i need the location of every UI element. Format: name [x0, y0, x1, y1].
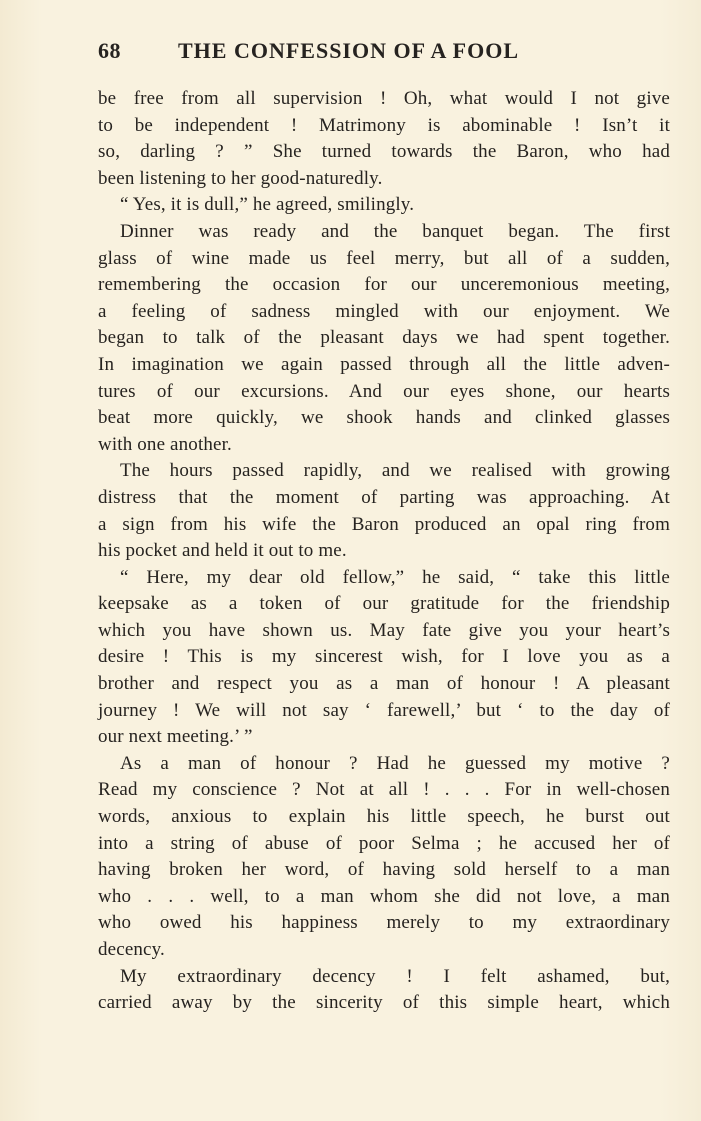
text-line: glass of wine made us feel merry, but all of a sudden, — [98, 247, 670, 269]
text-line: be free from all supervision ! Oh, what would I not give — [98, 88, 670, 109]
text-line: beat more quickly, we shook hands and clinked glasses — [98, 407, 670, 429]
text-line: desire ! This is my sincerest wish, for I love you as a — [98, 646, 670, 668]
text-line: our next meeting.’ ” — [98, 726, 253, 748]
text-line: been listening to her good-naturedly. — [98, 167, 383, 189]
text-line: carried away by the sincerity of this simple heart, which — [98, 992, 670, 1014]
text-line: “ Yes, it is dull,” he agreed, smilingly. — [120, 194, 415, 216]
text-line: journey ! We will not say ‘ farewell,’ but ‘ to the day of — [98, 699, 670, 721]
body-text — [98, 86, 670, 1017]
text-line: Read my conscience ? Not at all ! . . . For in well-chosen — [98, 779, 670, 801]
text-line: “ Here, my dear old fellow,” he said, “ take this little — [120, 566, 670, 588]
text-line: having broken her word, of having sold herself to a man — [98, 859, 670, 881]
text-line: a sign from his wife the Baron produced an opal ring from — [98, 513, 670, 535]
text-line: began to talk of the pleasant days we had spent together. — [98, 327, 670, 349]
text-line: to be independent ! Matrimony is abominable ! Isn’t it — [98, 114, 670, 136]
text-line: As a man of honour ? Had he guessed my motive ? — [120, 752, 670, 774]
text-line: into a string of abuse of poor Selma ; he accused her of — [98, 832, 670, 854]
text-line: who owed his happiness merely to my extraordinary — [98, 912, 670, 934]
text-line: In imagination we again passed through all the little adven- — [98, 353, 670, 375]
text-line: remembering the occasion for our unceremonious meeting, — [98, 274, 670, 296]
text-line: so, darling ? ” She turned towards the Baron, who had — [98, 141, 670, 163]
text-line: a feeling of sadness mingled with our enjoyment. We — [98, 300, 670, 322]
running-title: THE CONFESSION OF A FOOL — [178, 38, 520, 63]
text-line: with one another. — [98, 433, 232, 455]
running-head — [98, 38, 670, 68]
text-line: distress that the moment of parting was approaching. At — [98, 486, 670, 508]
text-line: My extraordinary decency ! I felt ashamed, but, — [120, 965, 670, 987]
text-line: which you have shown us. May fate give you your heart’s — [98, 619, 670, 641]
text-line: who . . . well, to a man whom she did not love, a man — [98, 885, 670, 907]
text-line: The hours passed rapidly, and we realised with growing — [120, 460, 670, 482]
text-line: Dinner was ready and the banquet began. The first — [120, 220, 670, 242]
text-line: words, anxious to explain his little speech, he burst out — [98, 806, 670, 828]
text-line: decency. — [98, 939, 165, 960]
page-number: 68 — [98, 38, 121, 63]
text-line: keepsake as a token of our gratitude for the friendship — [98, 593, 670, 615]
text-line: brother and respect you as a man of honour ! A pleasant — [98, 673, 670, 695]
text-line: tures of our excursions. And our eyes shone, our hearts — [98, 380, 670, 402]
text-line: his pocket and held it out to me. — [98, 540, 347, 562]
